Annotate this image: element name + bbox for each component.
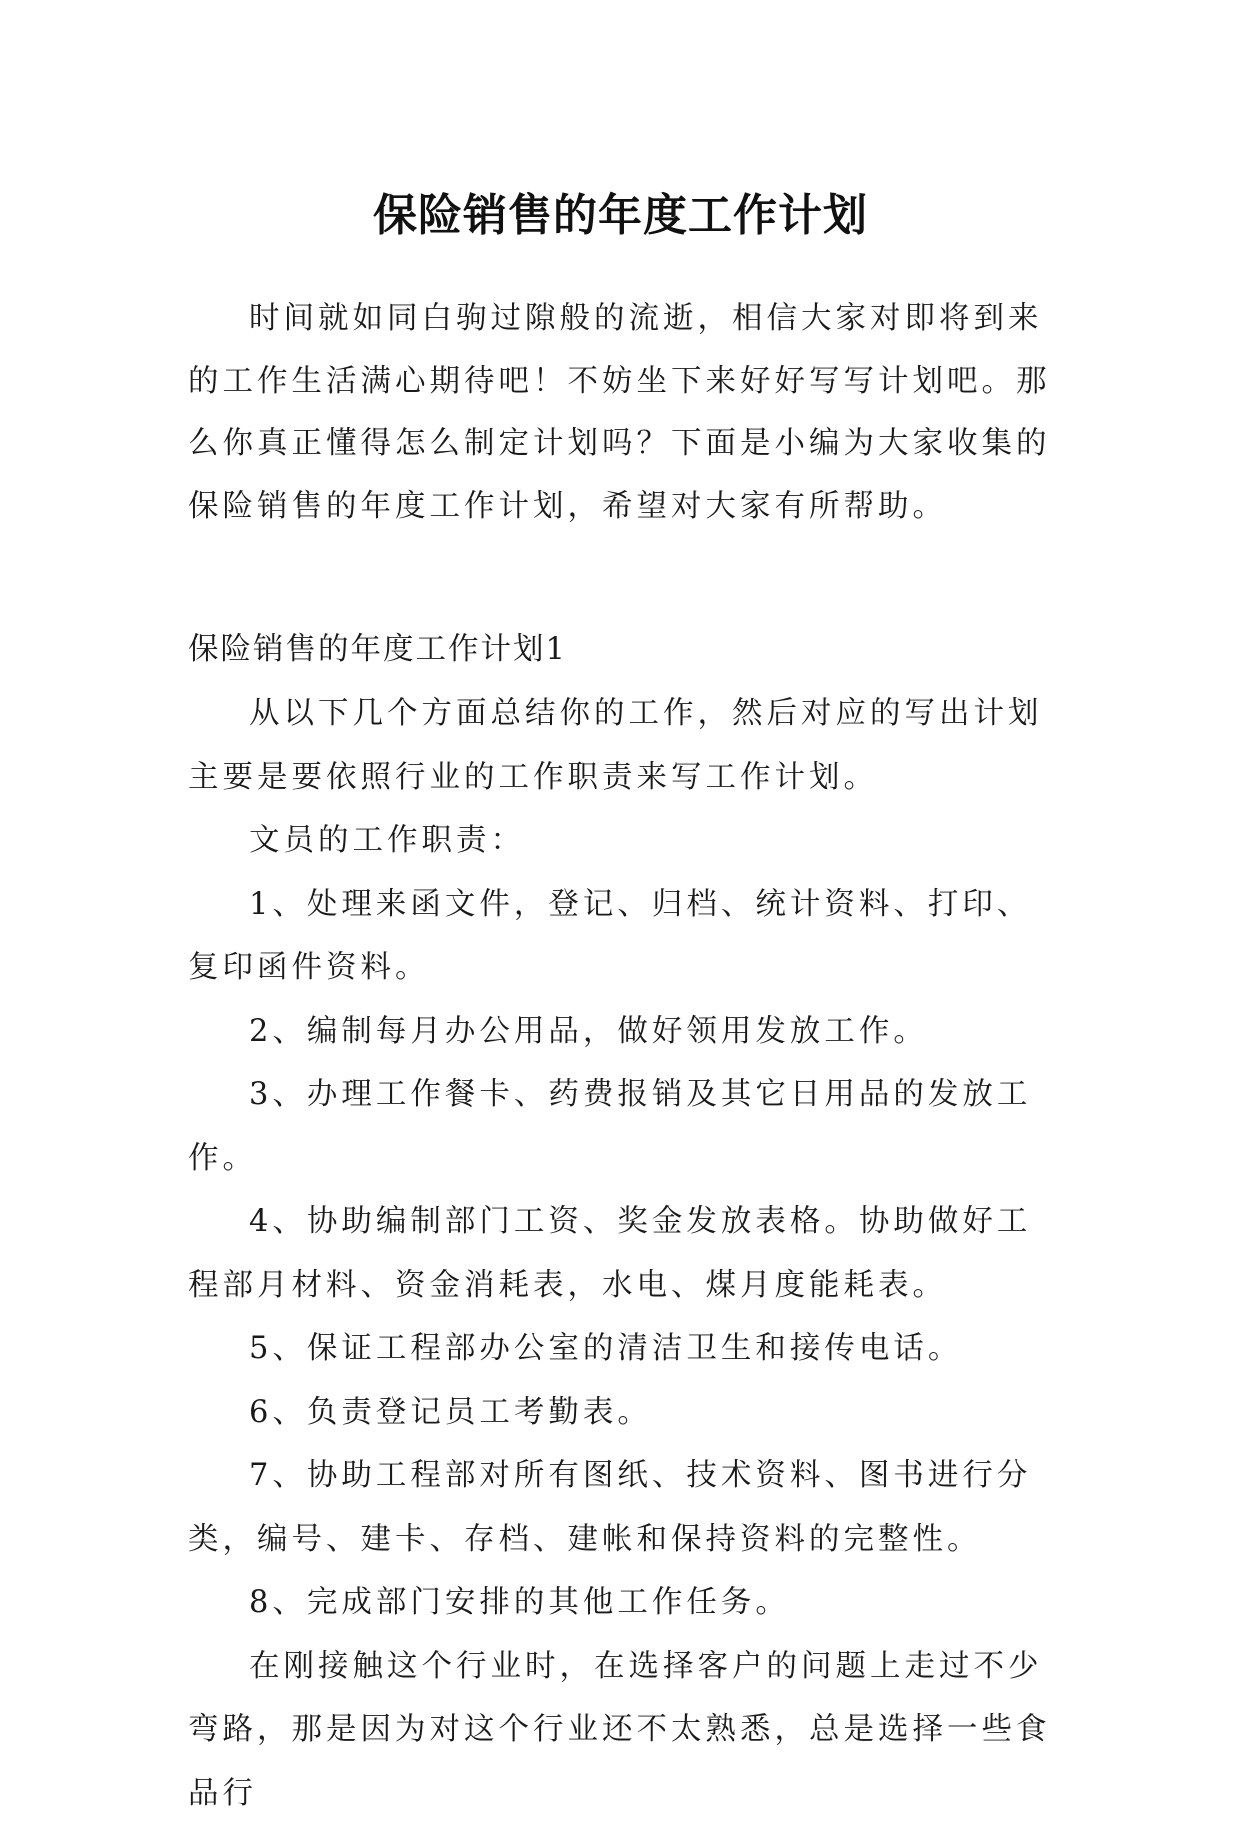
paragraph-experience: 在刚接触这个行业时，在选择客户的问题上走过不少弯路，那是因为对这个行业还不太熟悉，总是选择一些食品行 [188, 1635, 1054, 1825]
duty-item-4: 4、协助编制部门工资、奖金发放表格。协助做好工程部月材料、资金消耗表，水电、煤月度能耗表。 [188, 1190, 1054, 1317]
page-title: 保险销售的年度工作计划 [0, 179, 1241, 243]
duty-item-6: 6、负责登记员工考勤表。 [188, 1381, 1054, 1445]
duty-item-7: 7、协助工程部对所有图纸、技术资料、图书进行分类，编号、建卡、存档、建帐和保持资料的完整性。 [188, 1444, 1054, 1571]
duty-item-1: 1、处理来函文件，登记、归档、统计资料、打印、复印函件资料。 [188, 873, 1054, 1000]
paragraph-duties-heading: 文员的工作职责： [188, 809, 1054, 873]
intro-paragraph: 时间就如同白驹过隙般的流逝，相信大家对即将到来的工作生活满心期待吧！不妨坐下来好好写写计划吧。那么你真正懂得怎么制定计划吗？下面是小编为大家收集的保险销售的年度工作计划，希望对大家有所帮助。 [188, 288, 1054, 538]
paragraph-overview: 从以下几个方面总结你的工作，然后对应的写出计划主要是要依照行业的工作职责来写工作计划。 [188, 682, 1054, 809]
duty-item-8: 8、完成部门安排的其他工作任务。 [188, 1571, 1054, 1635]
duty-item-3: 3、办理工作餐卡、药费报销及其它日用品的发放工作。 [188, 1063, 1054, 1190]
section-heading: 保险销售的年度工作计划1 [188, 618, 1054, 682]
duty-item-5: 5、保证工程部办公室的清洁卫生和接传电话。 [188, 1317, 1054, 1381]
document-body [188, 288, 1054, 1825]
duty-item-2: 2、编制每月办公用品，做好领用发放工作。 [188, 1000, 1054, 1064]
